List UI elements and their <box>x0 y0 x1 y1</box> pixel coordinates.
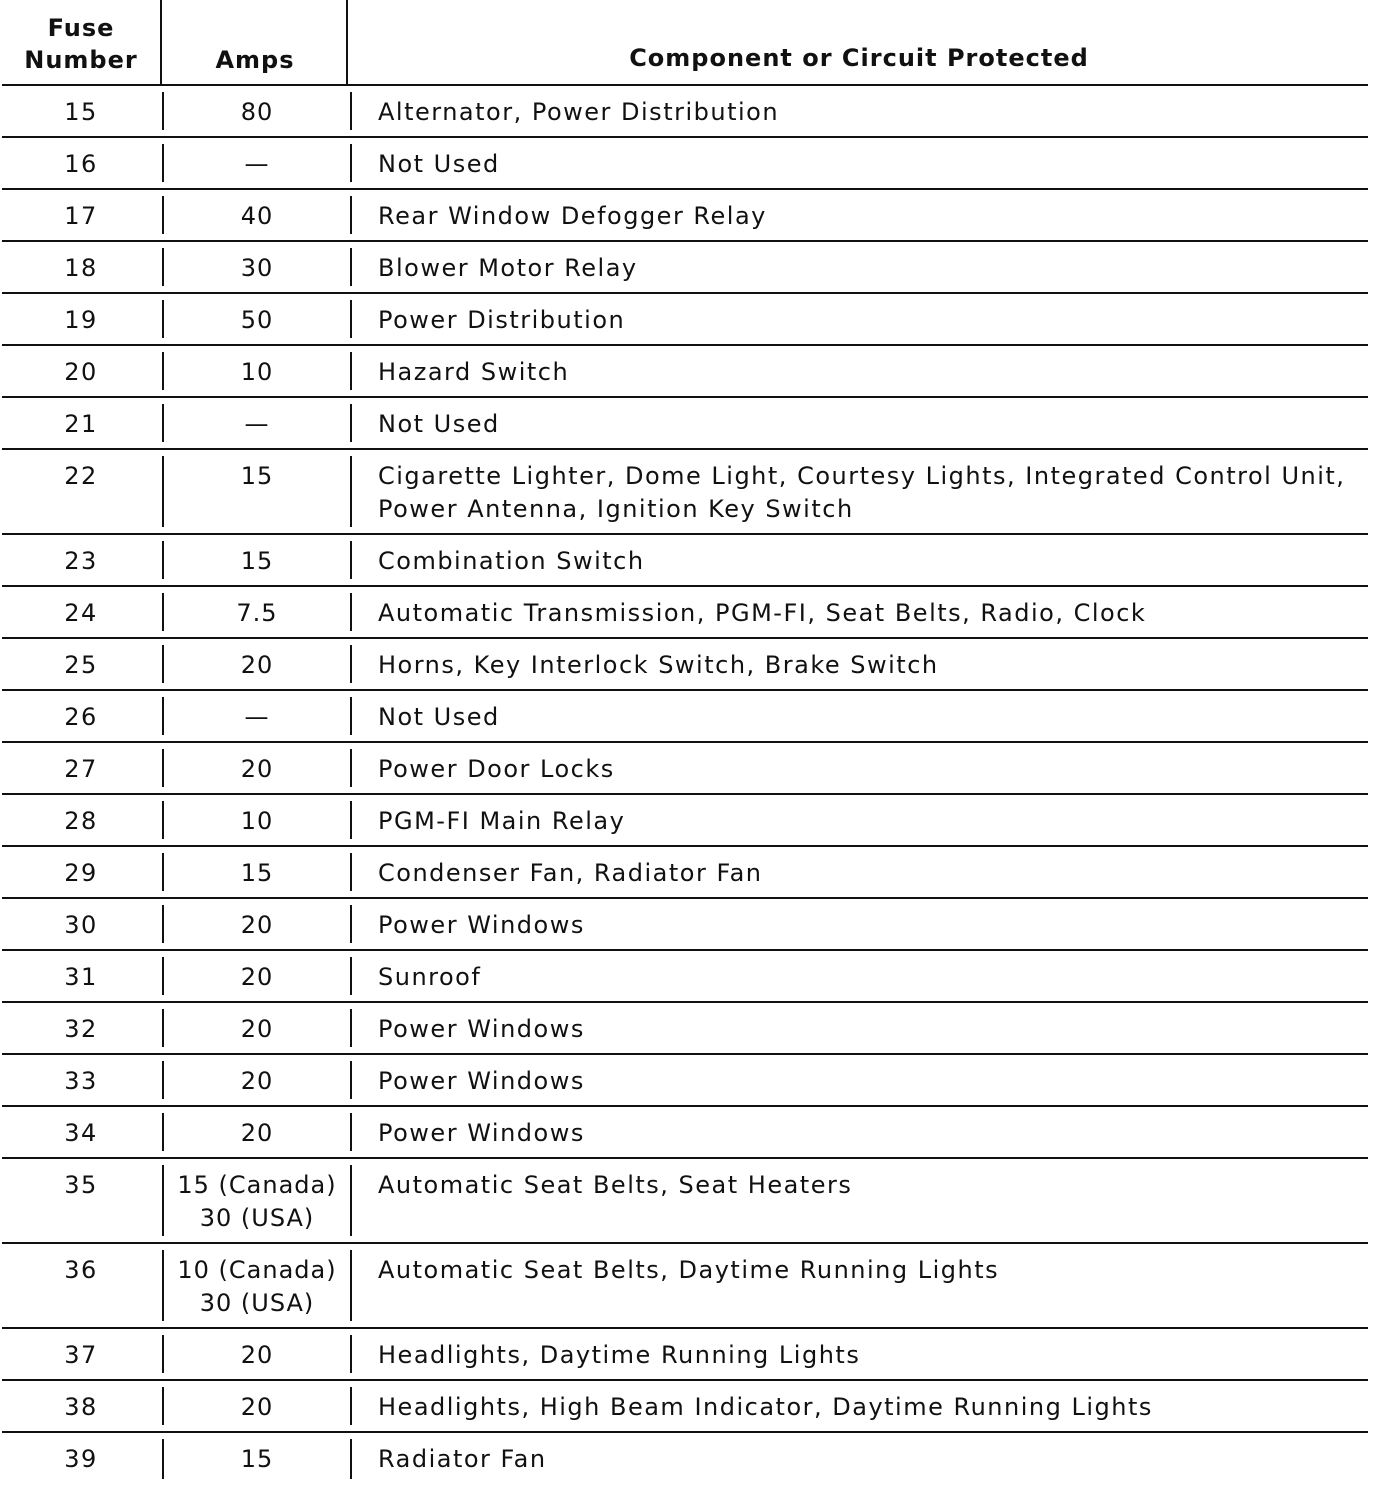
amps-cell: 10 (Canada) 30 (USA) <box>177 1256 337 1317</box>
amps-cell: 80 <box>240 98 274 126</box>
fuse-number-cell: 37 <box>64 1341 98 1369</box>
column-divider <box>350 300 352 338</box>
column-divider <box>350 645 352 683</box>
component-cell: Radiator Fan <box>378 1445 547 1473</box>
column-divider <box>350 92 352 130</box>
component-cell: Automatic Seat Belts, Daytime Running Lights <box>378 1256 1000 1284</box>
amps-cell: — <box>244 410 270 438</box>
column-divider <box>350 144 352 182</box>
fuse-number-cell: 19 <box>64 306 98 334</box>
amps-cell: 15 <box>240 462 274 490</box>
table-row <box>2 1433 1368 1485</box>
column-divider <box>350 352 352 390</box>
column-divider <box>350 697 352 735</box>
fuse-number-cell: 28 <box>64 807 98 835</box>
column-divider <box>350 1439 352 1479</box>
fuse-number-cell: 30 <box>64 911 98 939</box>
component-cell: Condenser Fan, Radiator Fan <box>378 859 763 887</box>
table-row <box>2 450 1368 535</box>
fuse-number-cell: 33 <box>64 1067 98 1095</box>
component-cell: Automatic Transmission, PGM-FI, Seat Belts, Radio, Clock <box>378 599 1147 627</box>
amps-cell: 30 <box>240 254 274 282</box>
column-divider <box>350 957 352 995</box>
fuse-number-cell: 15 <box>64 98 98 126</box>
table-row <box>2 691 1368 743</box>
component-cell: Headlights, High Beam Indicator, Daytime Running Lights <box>378 1393 1153 1421</box>
component-cell: Not Used <box>378 150 500 178</box>
column-divider <box>350 905 352 943</box>
component-cell: Alternator, Power Distribution <box>378 98 780 126</box>
header-fuse-number: Fuse Number <box>24 14 138 74</box>
header-component: Component or Circuit Protected <box>629 44 1089 72</box>
column-divider <box>350 456 352 527</box>
table-row <box>2 1003 1368 1055</box>
component-cell: Power Windows <box>378 1119 585 1147</box>
amps-cell: 20 <box>240 963 274 991</box>
fuse-number-cell: 36 <box>64 1256 98 1284</box>
component-cell: Cigarette Lighter, Dome Light, Courtesy Lights, Integrated Control Unit, Power Antenna, Ignition Key Switch <box>378 462 1346 523</box>
table-row <box>2 899 1368 951</box>
component-cell: Power Windows <box>378 911 585 939</box>
fuse-number-cell: 31 <box>64 963 98 991</box>
column-divider <box>350 1250 352 1321</box>
component-cell: Hazard Switch <box>378 358 570 386</box>
component-cell: Power Windows <box>378 1067 585 1095</box>
table-row <box>2 1329 1368 1381</box>
amps-cell: — <box>244 703 270 731</box>
table-row <box>2 639 1368 691</box>
fuse-table <box>2 0 1368 1485</box>
amps-cell: 20 <box>240 755 274 783</box>
table-row <box>2 398 1368 450</box>
table-row <box>2 190 1368 242</box>
component-cell: Sunroof <box>378 963 482 991</box>
fuse-number-cell: 27 <box>64 755 98 783</box>
table-row <box>2 1244 1368 1329</box>
fuse-number-cell: 20 <box>64 358 98 386</box>
table-row <box>2 242 1368 294</box>
table-row <box>2 294 1368 346</box>
column-divider <box>350 248 352 286</box>
component-cell: Headlights, Daytime Running Lights <box>378 1341 861 1369</box>
component-cell: Blower Motor Relay <box>378 254 638 282</box>
amps-cell: — <box>244 150 270 178</box>
amps-cell: 40 <box>240 202 274 230</box>
amps-cell: 20 <box>240 651 274 679</box>
fuse-number-cell: 24 <box>64 599 98 627</box>
amps-cell: 20 <box>240 1015 274 1043</box>
component-cell: Rear Window Defogger Relay <box>378 202 767 230</box>
fuse-number-cell: 18 <box>64 254 98 282</box>
table-row <box>2 346 1368 398</box>
table-row <box>2 1055 1368 1107</box>
fuse-number-cell: 39 <box>64 1445 98 1473</box>
table-row <box>2 795 1368 847</box>
amps-cell: 15 (Canada) 30 (USA) <box>177 1171 337 1232</box>
fuse-number-cell: 16 <box>64 150 98 178</box>
amps-cell: 10 <box>240 807 274 835</box>
table-row <box>2 951 1368 1003</box>
table-row <box>2 1159 1368 1244</box>
amps-cell: 7.5 <box>236 599 278 627</box>
component-cell: Combination Switch <box>378 547 645 575</box>
column-divider <box>350 853 352 891</box>
column-divider <box>350 1165 352 1236</box>
column-divider <box>350 1387 352 1425</box>
amps-cell: 20 <box>240 1393 274 1421</box>
fuse-number-cell: 34 <box>64 1119 98 1147</box>
amps-cell: 20 <box>240 1341 274 1369</box>
table-row <box>2 138 1368 190</box>
table-row <box>2 847 1368 899</box>
amps-cell: 50 <box>240 306 274 334</box>
column-divider <box>350 749 352 787</box>
fuse-number-cell: 17 <box>64 202 98 230</box>
amps-cell: 15 <box>240 547 274 575</box>
fuse-number-cell: 29 <box>64 859 98 887</box>
amps-cell: 15 <box>240 1445 274 1473</box>
column-divider <box>350 1113 352 1151</box>
table-row <box>2 86 1368 138</box>
amps-cell: 20 <box>240 1119 274 1147</box>
column-divider <box>350 801 352 839</box>
component-cell: Power Door Locks <box>378 755 615 783</box>
fuse-number-cell: 21 <box>64 410 98 438</box>
column-divider <box>350 1009 352 1047</box>
column-divider <box>350 1061 352 1099</box>
table-row <box>2 535 1368 587</box>
amps-cell: 20 <box>240 911 274 939</box>
component-cell: Automatic Seat Belts, Seat Heaters <box>378 1171 853 1199</box>
column-divider <box>350 593 352 631</box>
fuse-number-cell: 22 <box>64 462 98 490</box>
table-row <box>2 1381 1368 1433</box>
table-header <box>2 0 1368 86</box>
component-cell: Not Used <box>378 703 500 731</box>
fuse-number-cell: 25 <box>64 651 98 679</box>
table-body <box>2 86 1368 1485</box>
component-cell: Horns, Key Interlock Switch, Brake Switch <box>378 651 939 679</box>
component-cell: PGM-FI Main Relay <box>378 807 626 835</box>
fuse-number-cell: 35 <box>64 1171 98 1199</box>
component-cell: Power Windows <box>378 1015 585 1043</box>
fuse-number-cell: 38 <box>64 1393 98 1421</box>
amps-cell: 10 <box>240 358 274 386</box>
fuse-number-cell: 26 <box>64 703 98 731</box>
amps-cell: 15 <box>240 859 274 887</box>
column-divider <box>350 404 352 442</box>
fuse-number-cell: 23 <box>64 547 98 575</box>
component-cell: Not Used <box>378 410 500 438</box>
column-divider <box>350 1335 352 1373</box>
fuse-number-cell: 32 <box>64 1015 98 1043</box>
table-row <box>2 743 1368 795</box>
table-row <box>2 1107 1368 1159</box>
column-divider <box>350 196 352 234</box>
table-row <box>2 587 1368 639</box>
column-divider <box>350 541 352 579</box>
amps-cell: 20 <box>240 1067 274 1095</box>
header-amps: Amps <box>215 46 295 74</box>
component-cell: Power Distribution <box>378 306 626 334</box>
